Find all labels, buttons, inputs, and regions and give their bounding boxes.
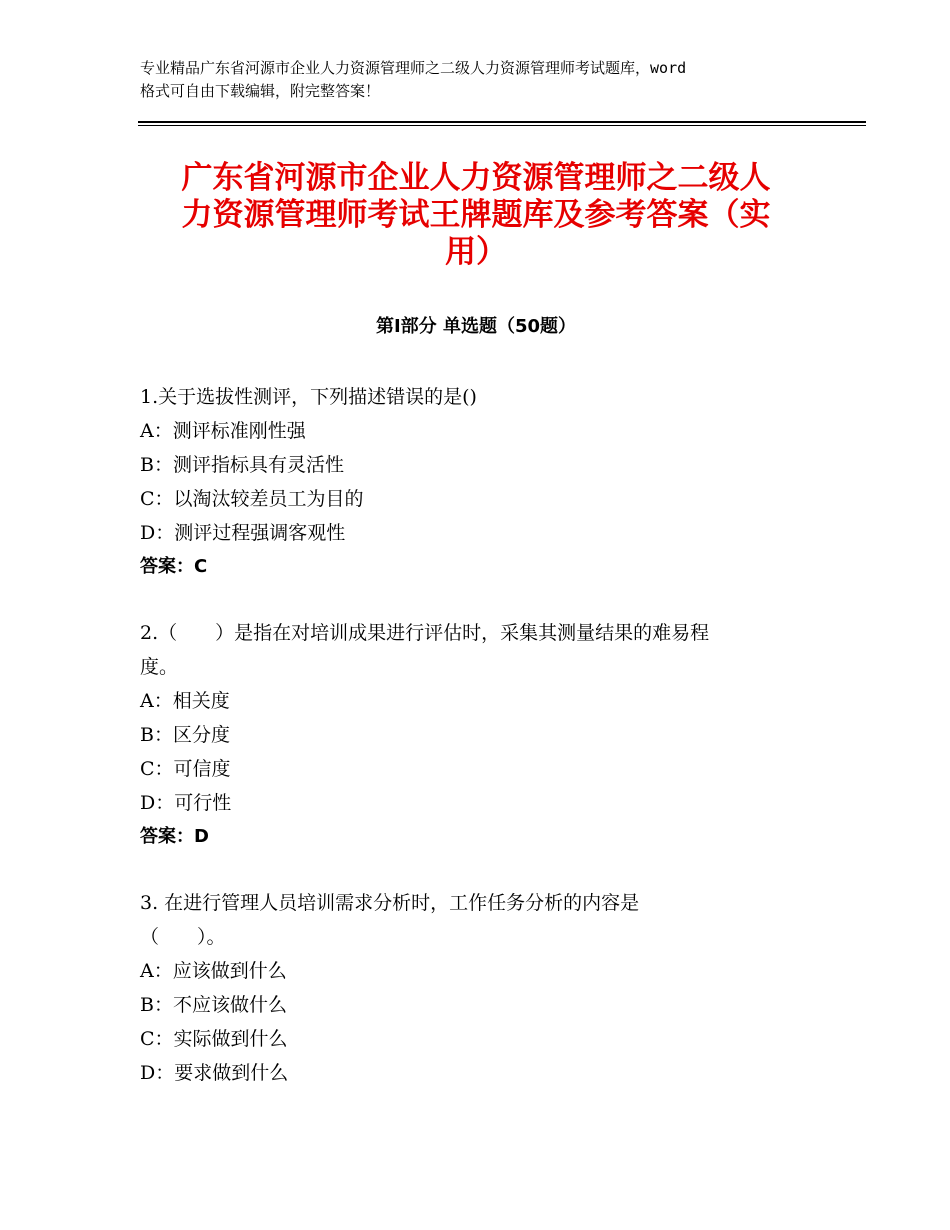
question-stem-continued: （ ）。 <box>140 926 226 948</box>
question-stem: 2.（ ）是指在对培训成果进行评估时，采集其测量结果的难易程 <box>140 622 710 644</box>
question-item <box>140 380 812 584</box>
option-d: D：测评过程强调客观性 <box>140 522 346 544</box>
title-line-1: 广东省河源市企业人力资源管理师之二级人 <box>181 160 771 196</box>
option-b: B：测评指标具有灵活性 <box>140 454 344 476</box>
title-line-2: 力资源管理师考试王牌题库及参考答案（实 <box>181 197 771 233</box>
option-c: C：实际做到什么 <box>140 1028 288 1050</box>
answer-label: 答案：D <box>140 826 209 847</box>
option-d: D：要求做到什么 <box>140 1062 289 1084</box>
option-d: D：可行性 <box>140 792 232 814</box>
document-title <box>140 160 812 271</box>
title-line-3: 用） <box>445 234 507 270</box>
header-divider-thin <box>138 125 866 126</box>
question-stem-continued: 度。 <box>140 656 179 678</box>
section-title: 第Ⅰ部分 单选题（50题） <box>375 316 576 337</box>
question-stem: 3. 在进行管理人员培训需求分析时，工作任务分析的内容是 <box>140 892 640 914</box>
option-b: B：不应该做什么 <box>140 994 287 1016</box>
page-header <box>140 57 830 103</box>
question-stem: 1.关于选拔性测评，下列描述错误的是() <box>140 386 477 408</box>
answer-label: 答案：C <box>140 556 208 577</box>
option-c: C：以淘汰较差员工为目的 <box>140 488 364 510</box>
option-b: B：区分度 <box>140 724 230 746</box>
header-divider-thick <box>138 121 866 123</box>
option-a: A：测评标准刚性强 <box>140 420 306 442</box>
header-line-1: 专业精品广东省河源市企业人力资源管理师之二级人力资源管理师考试题库，word <box>140 59 687 77</box>
question-item <box>140 616 812 854</box>
option-a: A：应该做到什么 <box>140 960 287 982</box>
header-line-2: 格式可自由下载编辑，附完整答案！ <box>140 82 381 100</box>
question-list <box>140 380 812 1122</box>
option-c: C：可信度 <box>140 758 231 780</box>
option-a: A：相关度 <box>140 690 230 712</box>
question-item <box>140 886 812 1090</box>
